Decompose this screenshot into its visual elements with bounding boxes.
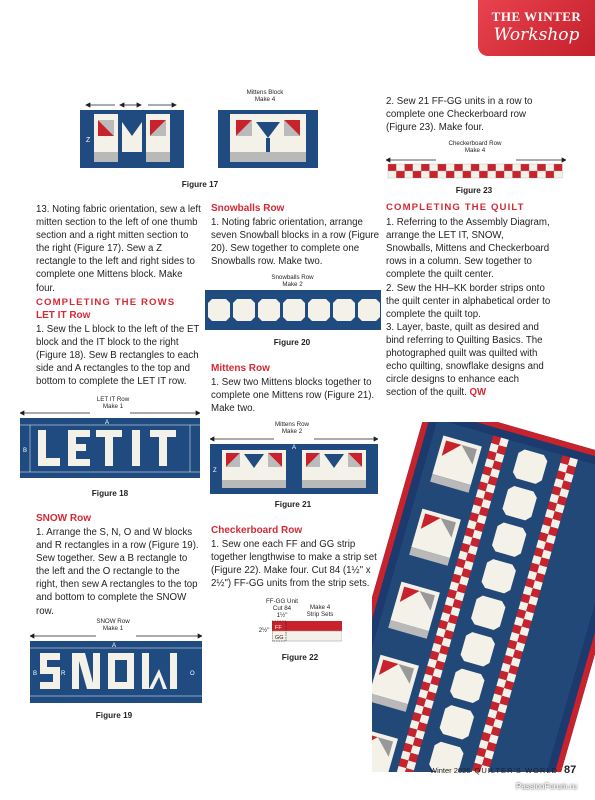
fig18-title: LET IT Row: [96, 396, 130, 403]
footer: [430, 764, 576, 776]
checker-square: [388, 171, 396, 178]
fig22-unit-width: 1½": [276, 612, 288, 619]
snowball-block: [233, 299, 255, 321]
checker-square: [405, 171, 413, 178]
letit-row-subheading: LET IT Row: [36, 310, 91, 321]
checker-square: [413, 164, 421, 171]
fig21-sub: Make 2: [281, 428, 303, 435]
page-number: 87: [564, 764, 577, 776]
checker-square: [513, 171, 521, 178]
snowball-block: [333, 299, 355, 321]
completing-rows-heading: COMPLETING THE ROWS: [36, 297, 176, 308]
mitten-cuff: [302, 480, 366, 488]
quilt-step2: 2. Sew the HH–KK border strips onto the quilt center in alphabetical order to complete the quilt top.: [386, 283, 551, 321]
checker-square: [396, 171, 404, 178]
checker-square: [546, 171, 554, 178]
quilt-snowball: [512, 448, 549, 485]
quilt-snowball: [480, 558, 517, 595]
snowball-block: [308, 299, 330, 321]
checker-square: [479, 164, 487, 171]
fig19-sub: Make 1: [102, 625, 124, 632]
fig22-unit-title: FF-GG Unit: [266, 598, 298, 605]
fig19-a-label: A: [112, 643, 117, 649]
quilt-snowball: [438, 704, 475, 741]
footer-mag: QUILTER'S WORLD: [474, 766, 558, 775]
fig22-unit-cut: Cut 84: [272, 605, 292, 612]
checker-square: [463, 164, 471, 171]
fig22-gg-label: GG: [275, 635, 284, 641]
quilt-snowball: [459, 631, 496, 668]
workshop-banner: [478, 0, 595, 56]
watermark: PassionForum.ru: [516, 782, 577, 791]
quilt-pattern: [372, 422, 595, 772]
checker-square: [521, 164, 529, 171]
fig22-height-label: 2½": [258, 627, 270, 634]
banner-line1: THE WINTER: [491, 9, 582, 24]
mittens-row-heading: Mittens Row: [211, 363, 270, 374]
checker-square: [405, 164, 413, 171]
fig20-sub: Make 2: [282, 281, 303, 288]
checker-square: [446, 164, 454, 171]
fig21-a-label: A: [292, 445, 297, 451]
checker-square: [488, 164, 496, 171]
checker-square: [479, 171, 487, 178]
checker-square: [504, 171, 512, 178]
checker-square: [521, 171, 529, 178]
quilt-step1: 1. Referring to the Assembly Diagram, arrange the LET IT, SNOW, Snowballs, Mittens and Checkerboard rows in a column. Sew together to complete the quilt center.: [386, 217, 550, 281]
quilt-snowball: [470, 594, 507, 631]
fig17-title: Mittens Block: [246, 89, 284, 96]
letit-step1: 1. Sew the L block to the left of the ET block and the IT block to the right (Figure 18). Sew B rectangles to each side and A rectangles to the top and bottom to complete the LET IT row.: [36, 324, 200, 388]
fig21-title: Mittens Row: [274, 421, 310, 428]
checker-square: [463, 171, 471, 178]
fig22-ff-label: FF: [275, 625, 282, 631]
checker-square: [438, 171, 446, 178]
fig20-caption: Figure 20: [273, 338, 311, 347]
checker-square: [471, 171, 479, 178]
fig23-sub: Make 4: [464, 147, 486, 154]
fig19-o-label: O: [190, 671, 195, 677]
quilt-step3: [386, 321, 551, 400]
fig22-set-sub: Strip Sets: [306, 611, 334, 618]
checker-square: [513, 164, 521, 171]
checker-square: [496, 164, 504, 171]
checker-square: [496, 171, 504, 178]
fig21-caption: Figure 21: [274, 500, 312, 509]
fig21-z-label: Z: [213, 468, 217, 474]
fig18-caption: Figure 18: [91, 489, 129, 498]
checkerboard-row-heading: Checkerboard Row: [211, 525, 303, 536]
fig22-set-title: Make 4: [309, 604, 331, 611]
checkerboard-step1: 1. Sew one each FF and GG strip together lengthwise to make a strip set (Figure 22). Make four. Cut 84 (1½" x 2½") FF-GG units from the strip sets.: [211, 539, 377, 590]
checker-square: [537, 171, 545, 178]
fig19-b-label: B: [33, 671, 38, 677]
checker-square: [488, 171, 496, 178]
fig18-sub: Make 1: [102, 403, 124, 410]
fig17-z-label: Z: [86, 137, 91, 144]
snowball-block: [358, 299, 380, 321]
fig22-caption: Figure 22: [281, 653, 319, 662]
figure22-strip-set: [272, 619, 342, 643]
snow-row-heading: SNOW Row: [36, 513, 91, 524]
checker-square: [454, 171, 462, 178]
checker-square: [554, 171, 562, 178]
checker-square: [471, 164, 479, 171]
fig23-caption: Figure 23: [455, 186, 493, 195]
completing-quilt-heading: COMPLETING THE QUILT: [386, 202, 525, 213]
checker-square: [454, 164, 462, 171]
quilt-snowball: [491, 521, 528, 558]
fig18-a-label: A: [105, 420, 110, 426]
quilt-snowball: [501, 485, 538, 522]
fig19-r-label: R: [61, 671, 66, 677]
quilt-snowball: [449, 667, 486, 704]
fig17-sub: Make 4: [254, 96, 276, 103]
figure21-mittens-row: [210, 436, 378, 494]
end-mark: QW: [469, 387, 487, 399]
checker-square: [413, 171, 421, 178]
step2-checkerboard: 2. Sew 21 FF-GG units in a row to complete one Checkerboard row (Figure 23). Make four.: [386, 96, 533, 134]
figure17-diagram: [80, 100, 380, 172]
checker-square: [438, 164, 446, 171]
mittens-step1: 1. Sew two Mittens blocks together to complete one Mittens row (Figure 21). Make two.: [211, 377, 375, 415]
checker-square: [421, 164, 429, 171]
mitten-cuff: [222, 480, 286, 488]
checker-square: [554, 164, 562, 171]
checker-square: [529, 171, 537, 178]
snowballs-row-heading: Snowballs Row: [211, 203, 285, 214]
snowball-block: [208, 299, 230, 321]
checker-square: [504, 164, 512, 171]
checker-square: [388, 164, 396, 171]
footer-issue: Winter 2026: [430, 766, 471, 775]
fig17-caption: Figure 17: [181, 180, 219, 189]
checker-square: [546, 164, 554, 171]
banner-line2: Workshop: [493, 25, 580, 45]
fig23-title: Checkerboard Row: [448, 140, 502, 147]
snow-step1: 1. Arrange the S, N, O and W blocks and R rectangles in a row (Figure 19). Sew together. Sew a B rectangle to the left and the O rectangle to the right, then sew A rectangles to the top and bottom to complete the SNOW row.: [36, 527, 199, 617]
step13: 13. Noting fabric orientation, sew a left mitten section to the left of one thumb section and a right mitten section to the right (Figure 17). Sew a Z rectangle to the left and right sides to complete one Mittens block. Make four.: [36, 204, 201, 294]
figure23-checkerboard: [386, 157, 566, 179]
checker-square: [430, 171, 438, 178]
fig19-title: SNOW Row: [96, 618, 130, 625]
fig20-title: Snowballs Row: [271, 274, 314, 281]
quilt-step3-text: 3. Layer, baste, quilt as desired and bind referring to Quilting Basics. The photographed quilt was quilted with echo quilting, snowflake designs and circle designs to enhance each section of the quilt.: [386, 322, 544, 399]
snowball-block: [258, 299, 280, 321]
checker-square: [529, 164, 537, 171]
figure20-snowballs-row: [205, 290, 381, 330]
snowball-block: [283, 299, 305, 321]
checker-square: [396, 164, 404, 171]
checker-square: [430, 164, 438, 171]
fig18-b-label: B: [23, 448, 28, 454]
checker-square: [537, 164, 545, 171]
checker-square: [421, 171, 429, 178]
figure18-letit-row: [20, 410, 200, 478]
fig19-caption: Figure 19: [95, 711, 133, 720]
checker-square: [446, 171, 454, 178]
snowballs-step1: 1. Noting fabric orientation, arrange seven Snowball blocks in a row (Figure 20). Sew together to complete one Snowballs row. Make two.: [211, 217, 379, 268]
quilt-photo: [372, 422, 595, 772]
figure19-snow-row: [30, 633, 202, 703]
